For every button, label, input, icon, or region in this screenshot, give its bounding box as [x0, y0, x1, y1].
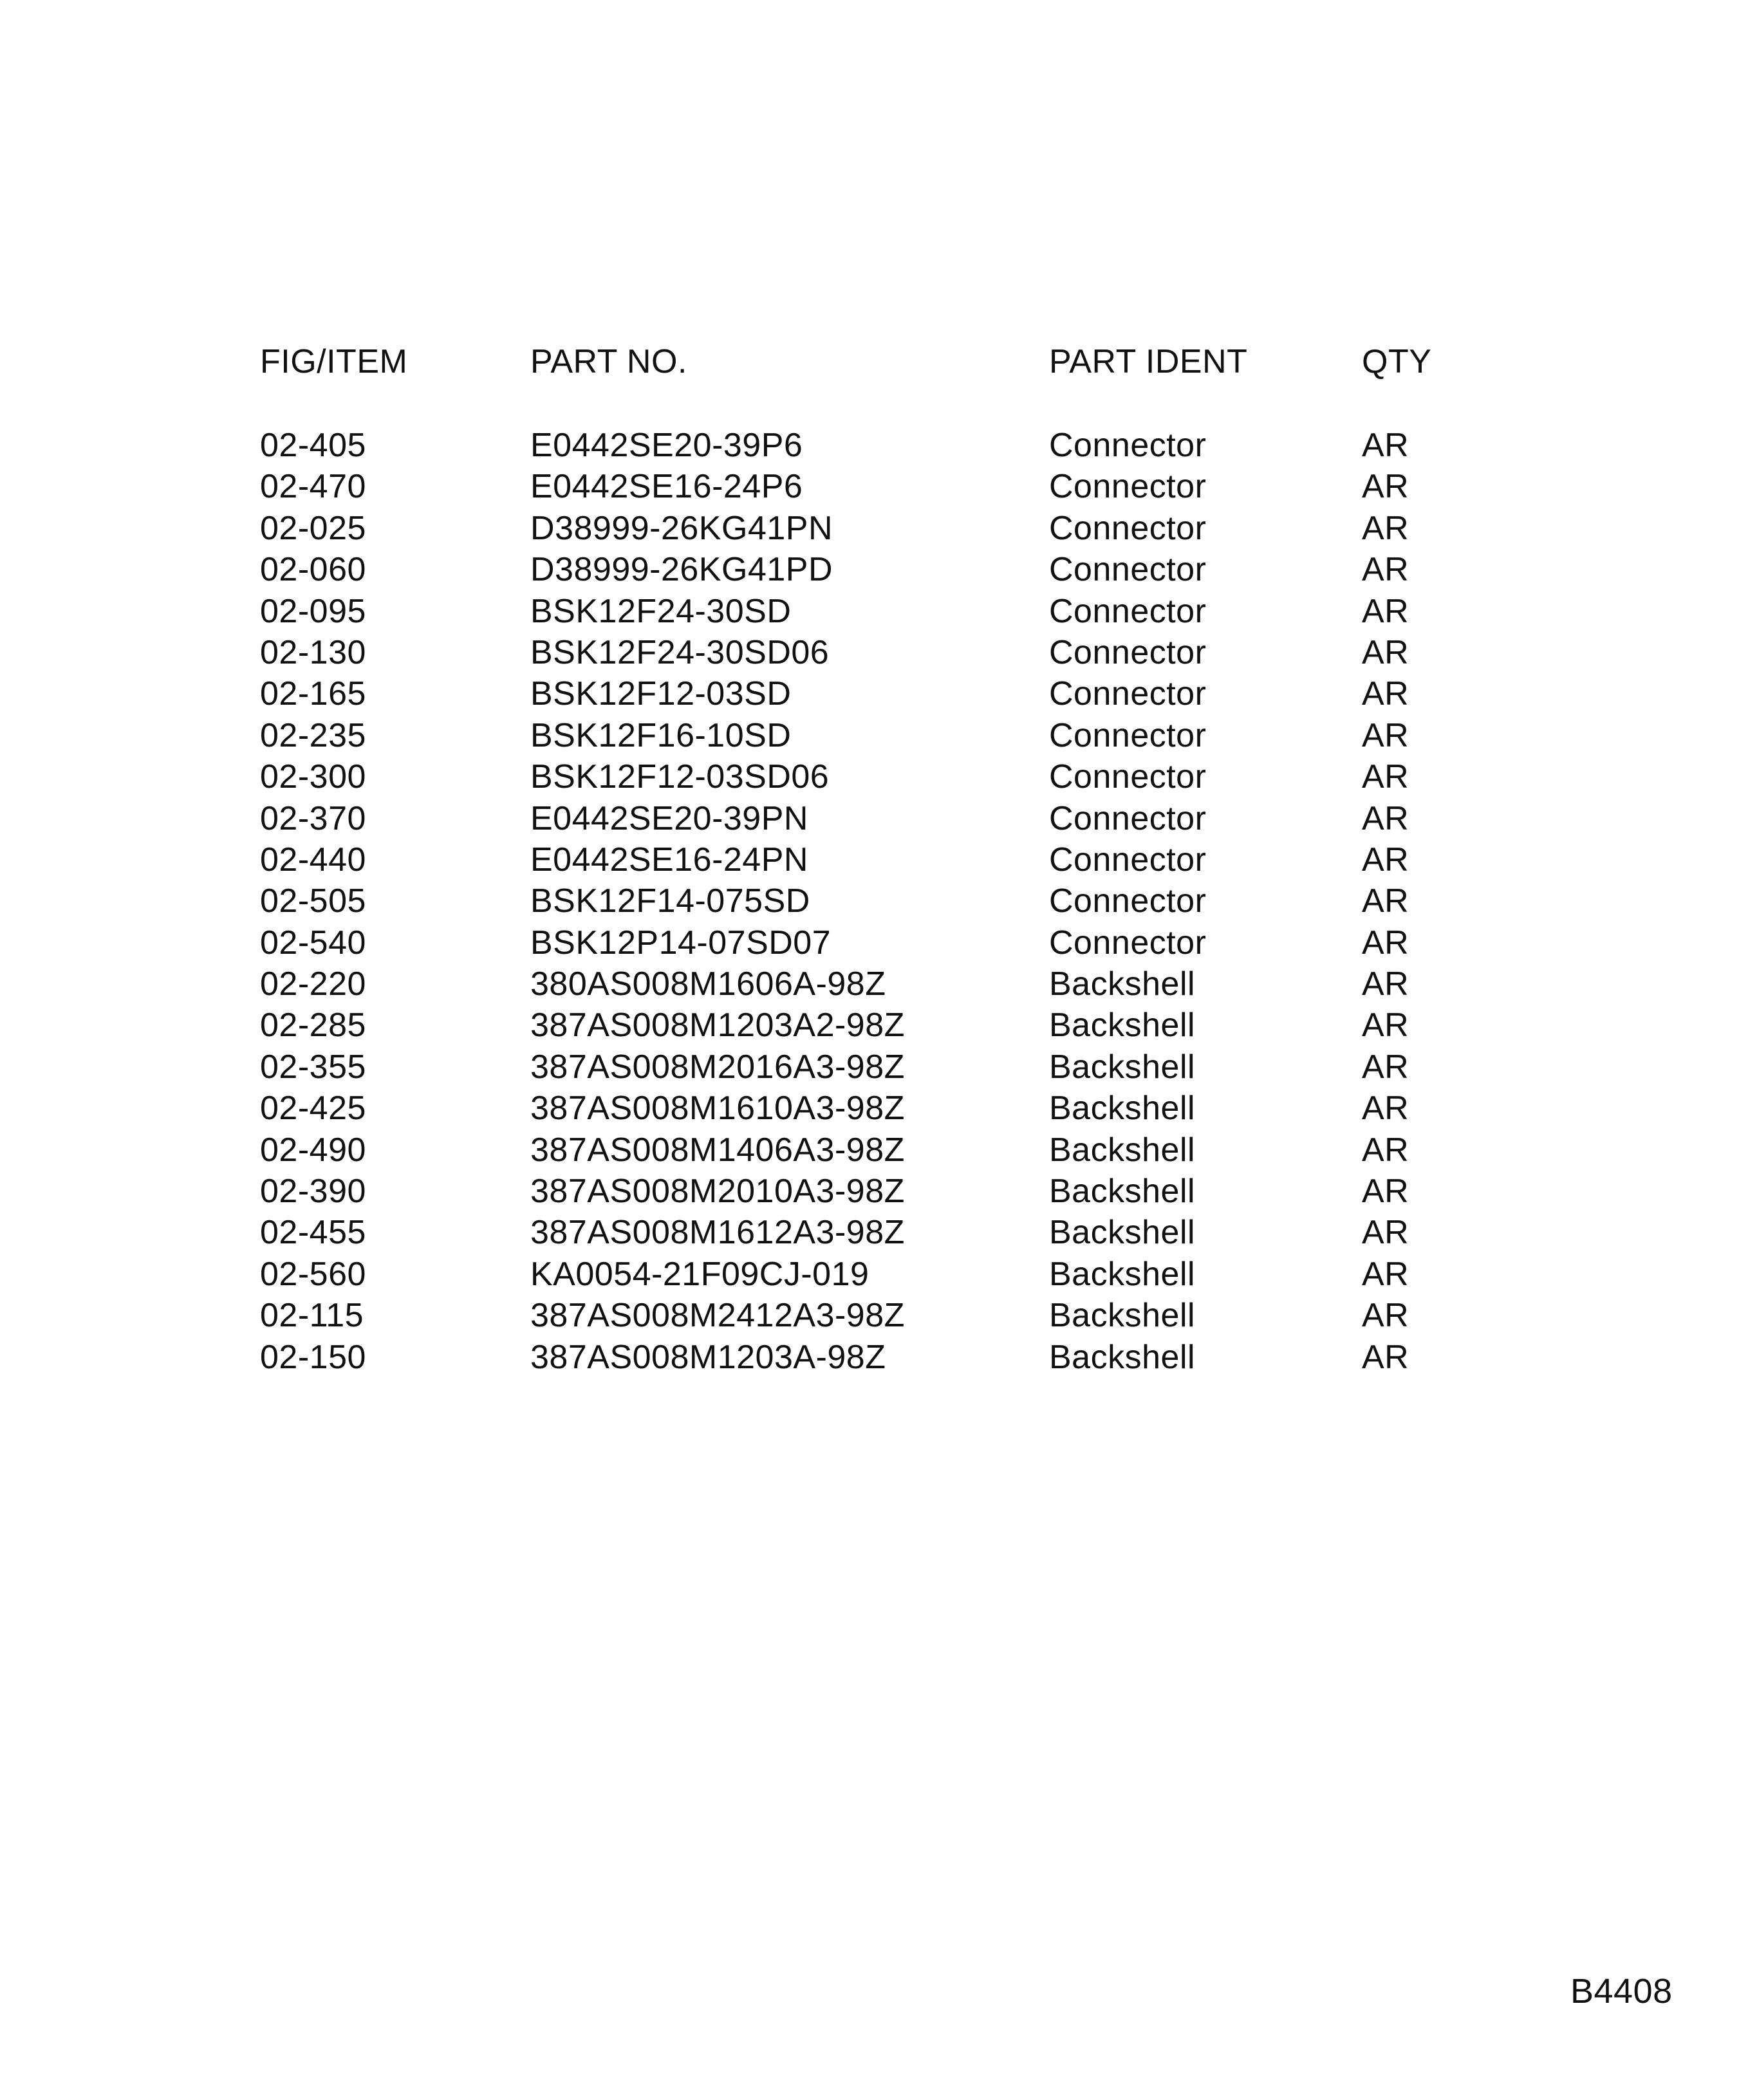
cell-part-no: 387AS008M1406A3-98Z [530, 1131, 905, 1169]
cell-fig-item: 02-025 [260, 509, 366, 547]
table-row [260, 880, 1483, 922]
cell-part-ident: Connector [1049, 716, 1207, 754]
cell-qty: AR [1362, 427, 1409, 464]
cell-part-ident: Backshell [1049, 1297, 1196, 1335]
cell-fig-item: 02-130 [260, 633, 366, 671]
cell-part-ident: Backshell [1049, 1048, 1196, 1086]
cell-fig-item: 02-505 [260, 882, 366, 920]
cell-part-no: 387AS008M1612A3-98Z [530, 1214, 905, 1252]
cell-qty: AR [1362, 841, 1409, 878]
cell-fig-item: 02-455 [260, 1214, 366, 1252]
cell-qty: AR [1362, 468, 1409, 506]
table-row [260, 549, 1483, 590]
cell-part-no: E0442SE16-24P6 [530, 468, 803, 506]
cell-fig-item: 02-560 [260, 1255, 366, 1293]
cell-fig-item: 02-235 [260, 716, 366, 754]
cell-part-no: E0442SE20-39P6 [530, 427, 803, 464]
cell-part-ident: Connector [1049, 882, 1207, 920]
cell-part-no: BSK12F12-03SD [530, 675, 792, 713]
cell-fig-item: 02-355 [260, 1048, 366, 1086]
cell-part-ident: Backshell [1049, 965, 1196, 1003]
cell-part-ident: Connector [1049, 841, 1207, 878]
cell-qty: AR [1362, 1131, 1409, 1169]
cell-qty: AR [1362, 592, 1409, 630]
cell-fig-item: 02-115 [260, 1297, 364, 1335]
cell-qty: AR [1362, 799, 1409, 837]
cell-part-ident: Connector [1049, 675, 1207, 713]
cell-part-ident: Connector [1049, 468, 1207, 506]
table-body [260, 425, 1483, 1378]
cell-fig-item: 02-425 [260, 1090, 366, 1128]
cell-part-no: 387AS008M2412A3-98Z [530, 1297, 905, 1335]
cell-fig-item: 02-470 [260, 468, 366, 506]
cell-part-ident: Connector [1049, 551, 1207, 589]
cell-fig-item: 02-165 [260, 675, 366, 713]
cell-part-ident: Backshell [1049, 1255, 1196, 1293]
table-row [260, 508, 1483, 549]
cell-part-ident: Connector [1049, 799, 1207, 837]
table-row [260, 1212, 1483, 1253]
cell-qty: AR [1362, 1338, 1409, 1376]
cell-qty: AR [1362, 1255, 1409, 1293]
cell-part-no: BSK12F16-10SD [530, 716, 792, 754]
table-row [260, 591, 1483, 632]
cell-part-no: D38999-26KG41PD [530, 551, 833, 589]
table-row [260, 715, 1483, 756]
cell-fig-item: 02-490 [260, 1131, 366, 1169]
table-row [260, 1295, 1483, 1336]
cell-part-no: 387AS008M2010A3-98Z [530, 1173, 905, 1211]
table-row [260, 1254, 1483, 1295]
cell-part-ident: Connector [1049, 592, 1207, 630]
cell-fig-item: 02-060 [260, 551, 366, 589]
cell-qty: AR [1362, 758, 1409, 796]
table-row [260, 466, 1483, 507]
cell-qty: AR [1362, 551, 1409, 589]
header-qty: QTY [1362, 343, 1432, 380]
cell-fig-item: 02-220 [260, 965, 366, 1003]
cell-fig-item: 02-390 [260, 1173, 366, 1211]
cell-part-ident: Connector [1049, 509, 1207, 547]
cell-part-ident: Backshell [1049, 1131, 1196, 1169]
cell-part-no: E0442SE20-39PN [530, 799, 808, 837]
table-row [260, 425, 1483, 466]
table-row [260, 632, 1483, 673]
cell-part-no: BSK12F12-03SD06 [530, 758, 830, 796]
table-row [260, 798, 1483, 839]
cell-part-ident: Connector [1049, 427, 1207, 464]
table-row [260, 1171, 1483, 1212]
cell-qty: AR [1362, 882, 1409, 920]
header-part-no: PART NO. [530, 343, 687, 380]
cell-part-ident: Backshell [1049, 1214, 1196, 1252]
table-row [260, 1129, 1483, 1171]
parts-list-table [260, 341, 1483, 1378]
cell-fig-item: 02-285 [260, 1007, 366, 1045]
table-row [260, 756, 1483, 797]
table-header-row [260, 341, 1483, 393]
cell-part-no: 380AS008M1606A-98Z [530, 965, 886, 1003]
table-row [260, 1005, 1483, 1046]
cell-qty: AR [1362, 1214, 1409, 1252]
page-code: B4408 [1570, 1972, 1673, 2011]
cell-fig-item: 02-300 [260, 758, 366, 796]
cell-part-no: BSK12F24-30SD06 [530, 633, 830, 671]
header-part-ident: PART IDENT [1049, 343, 1248, 380]
table-row [260, 839, 1483, 880]
cell-part-no: D38999-26KG41PN [530, 509, 833, 547]
table-row [260, 963, 1483, 1005]
cell-part-ident: Connector [1049, 758, 1207, 796]
cell-qty: AR [1362, 675, 1409, 713]
cell-qty: AR [1362, 1173, 1409, 1211]
table-row [260, 1337, 1483, 1378]
table-row [260, 1088, 1483, 1129]
cell-part-no: E0442SE16-24PN [530, 841, 808, 878]
cell-qty: AR [1362, 1048, 1409, 1086]
cell-part-no: BSK12F14-075SD [530, 882, 810, 920]
cell-part-no: 387AS008M1203A2-98Z [530, 1007, 905, 1045]
cell-part-no: 387AS008M1203A-98Z [530, 1338, 886, 1376]
cell-part-no: BSK12F24-30SD [530, 592, 792, 630]
table-row [260, 673, 1483, 714]
cell-fig-item: 02-540 [260, 924, 366, 962]
cell-part-ident: Backshell [1049, 1173, 1196, 1211]
cell-qty: AR [1362, 924, 1409, 962]
cell-fig-item: 02-150 [260, 1338, 366, 1376]
cell-qty: AR [1362, 716, 1409, 754]
cell-fig-item: 02-370 [260, 799, 366, 837]
cell-part-ident: Backshell [1049, 1338, 1196, 1376]
cell-fig-item: 02-095 [260, 592, 366, 630]
cell-qty: AR [1362, 1090, 1409, 1128]
cell-qty: AR [1362, 509, 1409, 547]
cell-qty: AR [1362, 1007, 1409, 1045]
cell-part-ident: Backshell [1049, 1090, 1196, 1128]
cell-qty: AR [1362, 965, 1409, 1003]
cell-part-no: 387AS008M2016A3-98Z [530, 1048, 905, 1086]
cell-fig-item: 02-440 [260, 841, 366, 878]
cell-part-no: KA0054-21F09CJ-019 [530, 1255, 869, 1293]
cell-qty: AR [1362, 1297, 1409, 1335]
cell-part-ident: Connector [1049, 633, 1207, 671]
table-row [260, 1046, 1483, 1088]
cell-part-ident: Connector [1049, 924, 1207, 962]
cell-part-no: BSK12P14-07SD07 [530, 924, 832, 962]
cell-part-ident: Backshell [1049, 1007, 1196, 1045]
cell-qty: AR [1362, 633, 1409, 671]
table-row [260, 922, 1483, 963]
header-fig-item: FIG/ITEM [260, 343, 408, 380]
cell-fig-item: 02-405 [260, 427, 366, 464]
cell-part-no: 387AS008M1610A3-98Z [530, 1090, 905, 1128]
